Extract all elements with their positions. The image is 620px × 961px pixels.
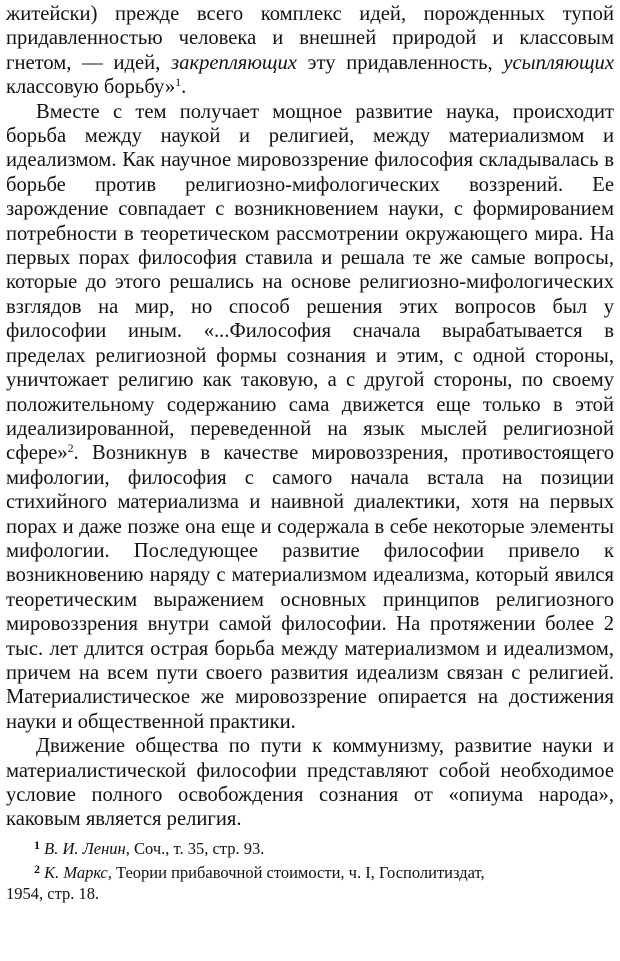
footnote-2-number: 2 (34, 861, 40, 876)
paragraph-1-italic-b: усыпляющих (503, 51, 614, 74)
footnote-ref-2: 2 (67, 441, 74, 456)
paragraph-1 (6, 2, 614, 100)
paragraph-2 (6, 100, 614, 735)
footnotes (6, 835, 614, 904)
footnote-1-author: В. И. Ленин, (44, 838, 130, 858)
paragraph-1-text-b: эту придавленность, (296, 51, 504, 74)
paragraph-1-italic-a: закрепляющих (171, 51, 297, 74)
paragraph-3: Движение общества по пути к коммунизму, развитие науки и материалистической философии представляют собой необходимое условие полного освобождения сознания от «опиума народа», каковым является религия. (6, 735, 614, 831)
footnote-ref-1: 1 (175, 75, 182, 90)
paragraph-1-text-d: . (181, 76, 187, 99)
paragraph-1-text-c: классовую борьбу» (6, 76, 176, 99)
footnote-2 (6, 859, 614, 883)
footnote-1-number: 1 (34, 837, 40, 852)
footnote-1-source: Соч., т. 35, стр. 93. (129, 838, 265, 858)
paragraph-2-text-a: Вместе с тем получает мощное развитие наука, происходит борьба между наукой и религией, между материализмом и идеализмом. Как научное мировоззрение философия складывалась в борьбе против религиозно-мифологических воззрений. Ее зарождение совпадает с возникновением науки, с формированием потребности в теоретическом рассмотрении окружающего мира. На первых порах философия ставила и решала те же самые вопросы, которые до этого решались на основе религиозно-мифологических взглядов на мир, но способ решения этих вопросов был у философии иным. «...Философия сначала вырабатывается в пределах религиозной формы сознания и этим, с одной стороны, уничтожает религию как таковую, а с другой стороны, по своему положительному содержанию сама движется еще только в этой идеализированной, переведенной на язык мыслей религиозной сфере» (6, 100, 614, 465)
footnote-1 (6, 835, 614, 859)
paragraph-1-text-a: житейски) прежде всего комплекс идей, порожденных тупой придавленностью человека и внешней природой и классовым гнетом, — идей, (6, 3, 614, 74)
footnote-2-author: К. Маркс, (44, 862, 112, 882)
footnote-2-continuation: 1954, стр. 18. (6, 883, 100, 903)
footnote-2-source: Теории прибавочной стоимости, ч. I, Госполитиздат, (111, 862, 485, 882)
paragraph-2-text-b: . Возникнув в качестве мировоззрения, противостоящего мифологии, философия с самого начала встала на позиции стихийного материализма и наивной диалектики, хотя на первых порах и даже позже она еще и содержала в себе некоторые элементы мифологии. Последующее развитие философии привело к возникновению наряду с материализмом идеализма, который явился теоретическим выражением основных принципов религиозного мировоззрения внутри самой философии. На протяжении более 2 тыс. лет длится острая борьба между материализмом и идеализмом, причем на всем пути своего развития идеализм связан с религией. Материалистическое же мировоззрение опирается на достижения науки и общественной практики. (6, 442, 614, 733)
